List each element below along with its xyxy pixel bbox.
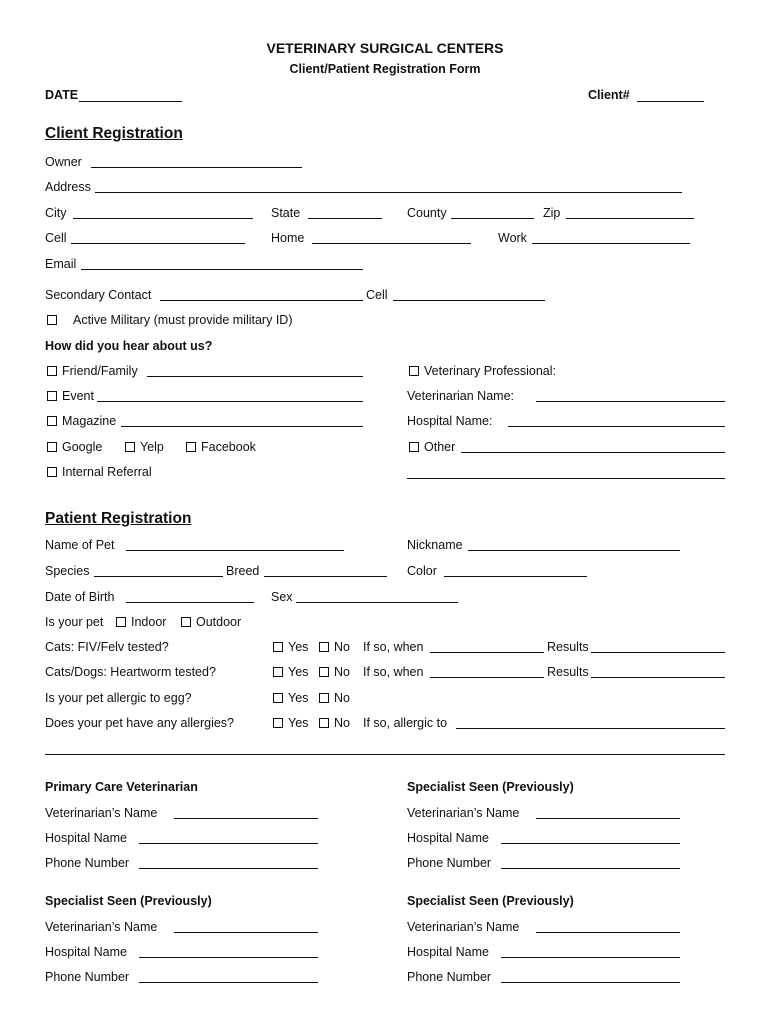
secondary-contact-label: Secondary Contact [45, 288, 152, 302]
specialist-3-phone-field[interactable] [501, 982, 680, 983]
primary-phone-label: Phone Number [45, 856, 130, 870]
work-field[interactable] [532, 243, 690, 244]
work-label: Work [498, 231, 527, 245]
heartworm-when-field[interactable] [430, 677, 544, 678]
hear-about-question: How did you hear about us? [45, 339, 213, 353]
fiv-results-field[interactable] [591, 652, 725, 653]
secondary-cell-label: Cell [366, 288, 388, 302]
fiv-no-checkbox[interactable] [319, 642, 329, 652]
specialist-1-phone-field[interactable] [501, 868, 680, 869]
nickname-field[interactable] [468, 550, 680, 551]
state-label: State [271, 206, 301, 220]
facebook-label: Facebook [201, 440, 256, 454]
fiv-question: Cats: FIV/Felv tested? [45, 640, 169, 654]
client-registration-heading: Client Registration [45, 125, 183, 142]
owner-label: Owner [45, 155, 82, 169]
zip-label: Zip [543, 206, 561, 220]
event-label: Event [62, 389, 94, 403]
google-checkbox[interactable] [47, 442, 57, 452]
nickname-label: Nickname [407, 538, 463, 552]
referral-hospital-field[interactable] [508, 426, 725, 427]
allergies-no-label: No [334, 716, 350, 730]
magazine-field[interactable] [121, 426, 363, 427]
secondary-contact-field[interactable] [160, 300, 363, 301]
heartworm-when-label: If so, when [363, 665, 424, 679]
heartworm-no-label: No [334, 665, 350, 679]
allergies-yes-label: Yes [288, 716, 309, 730]
city-field[interactable] [73, 218, 253, 219]
dob-label: Date of Birth [45, 590, 115, 604]
vet-professional-checkbox[interactable] [409, 366, 419, 376]
specialist-3-heading: Specialist Seen (Previously) [407, 894, 574, 908]
address-label: Address [45, 180, 91, 194]
specialist-3-hospital-field[interactable] [501, 957, 680, 958]
form-title: VETERINARY SURGICAL CENTERS [266, 40, 504, 56]
allergies-no-checkbox[interactable] [319, 718, 329, 728]
magazine-label: Magazine [62, 414, 117, 428]
color-label: Color [407, 564, 437, 578]
specialist-3-phone-label: Phone Number [407, 970, 492, 984]
breed-field[interactable] [264, 576, 387, 577]
home-label: Home [271, 231, 305, 245]
allergies-question: Does your pet have any allergies? [45, 716, 235, 730]
egg-yes-checkbox[interactable] [273, 693, 283, 703]
friend-family-label: Friend/Family [62, 364, 138, 378]
allergic-to-field[interactable] [456, 728, 725, 729]
allergic-to-label: If so, allergic to [363, 716, 448, 730]
specialist-1-phone-label: Phone Number [407, 856, 492, 870]
referral-vet-name-label: Veterinarian Name: [407, 389, 515, 403]
primary-hospital-label: Hospital Name [45, 831, 127, 845]
other-checkbox[interactable] [409, 442, 419, 452]
cell-field[interactable] [71, 243, 245, 244]
other-field[interactable] [461, 452, 725, 453]
internal-referral-label: Internal Referral [62, 465, 152, 479]
specialist-2-hospital-field[interactable] [139, 957, 318, 958]
other-label: Other [424, 440, 456, 454]
friend-family-checkbox[interactable] [47, 366, 57, 376]
species-field[interactable] [94, 576, 223, 577]
specialist-2-vet-name-field[interactable] [174, 932, 318, 933]
referral-hospital-label: Hospital Name: [407, 414, 493, 428]
city-label: City [45, 206, 67, 220]
google-label: Google [62, 440, 103, 454]
specialist-2-phone-field[interactable] [139, 982, 318, 983]
email-field[interactable] [81, 269, 363, 270]
fiv-yes-checkbox[interactable] [273, 642, 283, 652]
owner-field[interactable] [91, 167, 302, 168]
fiv-when-label: If so, when [363, 640, 424, 654]
breed-label: Breed [226, 564, 260, 578]
primary-vet-name-field[interactable] [174, 818, 318, 819]
specialist-2-vet-name-label: Veterinarian’s Name [45, 920, 158, 934]
form-subtitle: Client/Patient Registration Form [289, 62, 481, 76]
active-military-checkbox[interactable] [47, 315, 57, 325]
pet-name-label: Name of Pet [45, 538, 115, 552]
primary-vet-heading: Primary Care Veterinarian [45, 780, 198, 794]
specialist-2-heading: Specialist Seen (Previously) [45, 894, 212, 908]
county-field[interactable] [451, 218, 534, 219]
specialist-2-hospital-label: Hospital Name [45, 945, 127, 959]
date-field[interactable] [79, 101, 182, 102]
heartworm-yes-checkbox[interactable] [273, 667, 283, 677]
egg-no-checkbox[interactable] [319, 693, 329, 703]
fiv-results-label: Results [547, 640, 589, 654]
client-number-label: Client# [588, 88, 630, 102]
internal-referral-checkbox[interactable] [47, 467, 57, 477]
species-label: Species [45, 564, 90, 578]
specialist-1-vet-name-label: Veterinarian’s Name [407, 806, 520, 820]
county-label: County [407, 206, 447, 220]
zip-field[interactable] [566, 218, 694, 219]
address-field[interactable] [95, 192, 682, 193]
date-label: DATE [45, 88, 79, 102]
client-number-field[interactable] [637, 101, 704, 102]
dob-field[interactable] [126, 602, 254, 603]
yelp-label: Yelp [140, 440, 164, 454]
sex-label: Sex [271, 590, 293, 604]
specialist-2-phone-label: Phone Number [45, 970, 130, 984]
egg-no-label: No [334, 691, 350, 705]
outdoor-checkbox[interactable] [181, 617, 191, 627]
home-field[interactable] [312, 243, 471, 244]
specialist-3-hospital-label: Hospital Name [407, 945, 489, 959]
event-checkbox[interactable] [47, 391, 57, 401]
heartworm-results-field[interactable] [591, 677, 725, 678]
cell-label: Cell [45, 231, 67, 245]
fiv-no-label: No [334, 640, 350, 654]
primary-vet-name-label: Veterinarian’s Name [45, 806, 158, 820]
state-field[interactable] [308, 218, 382, 219]
friend-family-field[interactable] [147, 376, 363, 377]
facebook-checkbox[interactable] [186, 442, 196, 452]
egg-yes-label: Yes [288, 691, 309, 705]
primary-phone-field[interactable] [139, 868, 318, 869]
allergies-yes-checkbox[interactable] [273, 718, 283, 728]
email-label: Email [45, 257, 77, 271]
magazine-checkbox[interactable] [47, 416, 57, 426]
heartworm-yes-label: Yes [288, 665, 309, 679]
primary-hospital-field[interactable] [139, 843, 318, 844]
allergies-field-line-2[interactable] [45, 754, 725, 755]
sex-field[interactable] [296, 602, 458, 603]
specialist-1-vet-name-field[interactable] [536, 818, 680, 819]
secondary-cell-field[interactable] [393, 300, 545, 301]
pet-name-field[interactable] [126, 550, 344, 551]
heartworm-no-checkbox[interactable] [319, 667, 329, 677]
fiv-yes-label: Yes [288, 640, 309, 654]
specialist-1-heading: Specialist Seen (Previously) [407, 780, 574, 794]
egg-allergy-question: Is your pet allergic to egg? [45, 691, 192, 705]
yelp-checkbox[interactable] [125, 442, 135, 452]
heartworm-question: Cats/Dogs: Heartworm tested? [45, 665, 216, 679]
vet-professional-label: Veterinary Professional: [424, 364, 557, 378]
heartworm-results-label: Results [547, 665, 589, 679]
specialist-1-hospital-label: Hospital Name [407, 831, 489, 845]
specialist-3-vet-name-label: Veterinarian’s Name [407, 920, 520, 934]
indoor-label: Indoor [131, 615, 167, 629]
outdoor-label: Outdoor [196, 615, 242, 629]
specialist-1-hospital-field[interactable] [501, 843, 680, 844]
active-military-label: Active Military (must provide military ID) [73, 313, 293, 327]
color-field[interactable] [444, 576, 587, 577]
other-field-line-2[interactable] [407, 478, 725, 479]
referral-vet-name-field[interactable] [536, 401, 725, 402]
fiv-when-field[interactable] [430, 652, 544, 653]
indoor-checkbox[interactable] [116, 617, 126, 627]
patient-registration-heading: Patient Registration [45, 510, 192, 527]
event-field[interactable] [97, 401, 363, 402]
specialist-3-vet-name-field[interactable] [536, 932, 680, 933]
is-your-pet-label: Is your pet [45, 615, 104, 629]
